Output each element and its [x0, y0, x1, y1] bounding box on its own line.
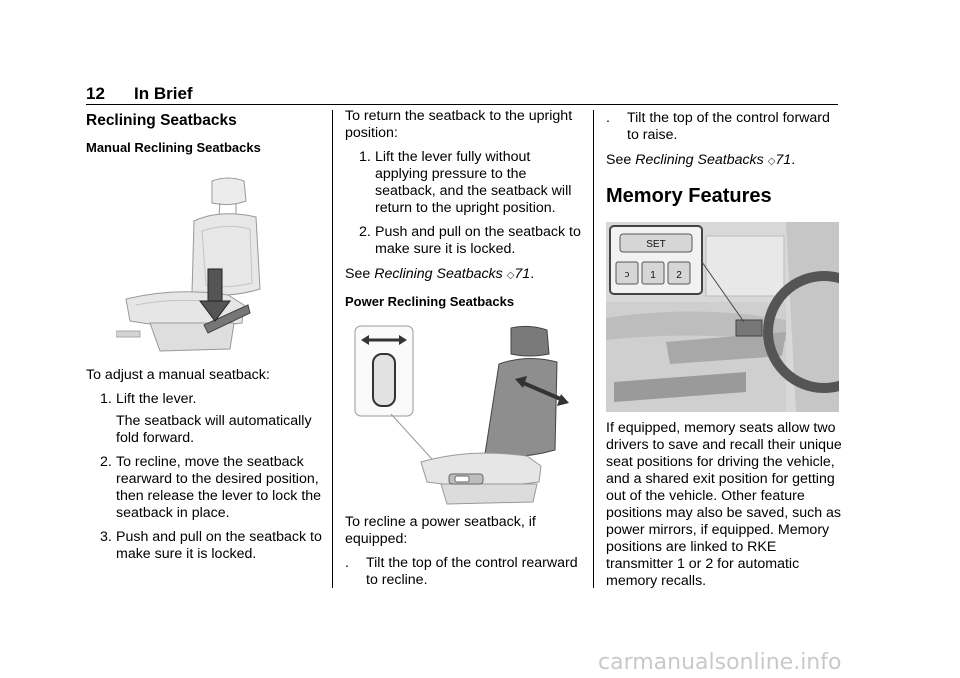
memory-button-1: 1	[650, 270, 656, 281]
step-text: Push and pull on the seatback to make sure it is locked.	[116, 529, 322, 562]
power-intro: To recline a power seatback, if equipped:	[345, 514, 536, 547]
column-divider-2	[593, 110, 594, 588]
column-right	[606, 108, 842, 590]
section-title: Reclining Seatbacks	[86, 112, 237, 129]
manual-reclining-heading: Manual Reclining Seatbacks	[86, 140, 261, 155]
return-intro: To return the seatback to the upright position:	[345, 108, 573, 141]
return-step-2	[345, 224, 581, 258]
see-prefix: See	[345, 266, 371, 282]
step-text: Lift the lever fully without applying pressure to the seatback, and the seatback will return to the upright position.	[375, 149, 572, 216]
step-number: 2.	[359, 224, 371, 240]
bullet-text: Tilt the top of the control forward to raise.	[627, 110, 830, 143]
step-text: Lift the lever.	[116, 391, 197, 407]
column-middle	[345, 108, 581, 589]
step-number: 2.	[100, 454, 112, 470]
step-number: 1.	[100, 391, 112, 407]
manual-step-1	[86, 391, 322, 408]
column-left	[86, 108, 322, 563]
memory-exit-icon: ↄ	[624, 270, 630, 280]
manual-step-1-note: The seatback will automatically fold forward.	[116, 413, 312, 446]
see-prefix: See	[606, 152, 632, 168]
memory-description: If equipped, memory seats allow two drivers to save and recall their unique seat positions for driving the vehicle, and a shared exit position for getting out of the vehicle. Other feature positions may also be saved, such as power mirrors, if equipped. Memory positions are linked to RKE transmitter 1 or 2 for automatic memory recalls.	[606, 420, 842, 589]
step-text: To recline, move the seatback rearward to the desired position, then release the lever to lock the seatback in place.	[116, 454, 322, 521]
bullet-mark: .	[345, 555, 349, 571]
xref-link[interactable]: Reclining Seatbacks	[635, 152, 764, 168]
page-header	[86, 84, 838, 106]
manual-seat-illustration	[116, 171, 276, 359]
memory-features-photo	[606, 222, 839, 412]
column-divider-1	[332, 110, 333, 588]
memory-set-button: SET	[646, 239, 666, 250]
xref-page[interactable]: 71	[514, 266, 531, 282]
power-seat-illustration	[351, 324, 573, 506]
power-reclining-heading: Power Reclining Seatbacks	[345, 294, 515, 309]
power-bullet-2	[606, 110, 842, 144]
bullet-mark: .	[606, 110, 610, 126]
memory-button-2: 2	[676, 270, 682, 281]
header-rule	[86, 104, 838, 105]
see-reference: See Reclining Seatbacks ◇71.	[345, 266, 535, 282]
page-number: 12	[86, 84, 105, 103]
see-reference-2: See Reclining Seatbacks ◇71.	[606, 152, 796, 168]
step-number: 3.	[100, 529, 112, 545]
xref-link[interactable]: Reclining Seatbacks	[374, 266, 503, 282]
manual-step-3	[86, 529, 322, 563]
memory-features-title: Memory Features	[606, 185, 772, 207]
manual-intro: To adjust a manual seatback:	[86, 367, 270, 383]
return-step-1	[345, 149, 581, 217]
xref-arrow-icon: ◇	[767, 156, 776, 167]
xref-arrow-icon: ◇	[506, 270, 515, 281]
watermark: carmanualsonline.info	[598, 650, 842, 675]
chapter-title: In Brief	[134, 84, 193, 103]
step-text: Push and pull on the seatback to make sure it is locked.	[375, 224, 581, 257]
bullet-text: Tilt the top of the control rearward to recline.	[366, 555, 578, 588]
manual-step-2	[86, 454, 322, 522]
power-bullet-1	[345, 555, 581, 589]
step-number: 1.	[359, 149, 371, 165]
xref-page[interactable]: 71	[775, 152, 792, 168]
